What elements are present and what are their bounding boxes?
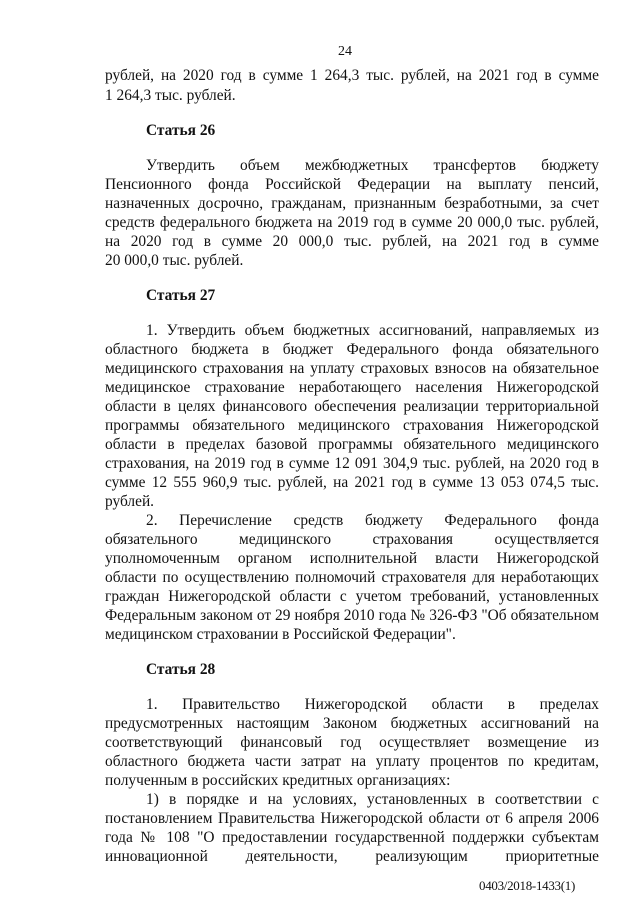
page-number: 24 xyxy=(338,44,352,59)
text-line: инновационной деятельности, реализующим приоритетные xyxy=(105,848,599,865)
text-line: 1) в порядке и на условиях, установленных в соответствии с xyxy=(146,791,599,808)
document-code: 0403/2018-1433(1) xyxy=(479,878,575,893)
text-line: полученным в российских кредитных организациях: xyxy=(105,772,451,789)
article-27-heading: Статья 27 xyxy=(146,287,216,304)
text-line: граждан Нижегородской области с учетом требований, установленных xyxy=(105,588,599,605)
text-line: рублей, на 2020 год в сумме 1 264,3 тыс. рублей, на 2021 год в сумме xyxy=(105,67,599,84)
text-line: области по осуществлению полномочий страхователя для неработающих xyxy=(105,569,599,586)
text-line: медицинском страховании в Российской Федерации". xyxy=(105,626,456,643)
text-line: 20 000,0 тыс. рублей. xyxy=(105,252,244,269)
text-line: средств федерального бюджета на 2019 год в сумме 20 000,0 тыс. рублей, xyxy=(105,214,599,231)
text-line: Федеральным законом от 29 ноября 2010 года № 326-ФЗ "Об обязательном xyxy=(105,607,599,624)
text-line: областного бюджета в бюджет Федерального фонда обязательного xyxy=(105,341,599,358)
text-line: медицинское страхование неработающего населения Нижегородской xyxy=(105,379,599,396)
text-line: 2. Перечисление средств бюджету Федерального фонда xyxy=(146,512,599,529)
text-line: сумме 12 555 960,9 тыс. рублей, на 2021 год в сумме 13 053 074,5 тыс. xyxy=(105,474,599,491)
text-line: 1. Утвердить объем бюджетных ассигнований, направляемых из xyxy=(146,322,599,339)
text-line: программы обязательного медицинского страхования Нижегородской xyxy=(105,417,599,434)
article-26-heading: Статья 26 xyxy=(146,122,216,139)
text-line: страхования, на 2019 год в сумме 12 091 304,9 тыс. рублей, на 2020 год в xyxy=(105,455,599,472)
text-line: области в целях финансового обеспечения реализации территориальной xyxy=(105,398,599,415)
text-line: на 2020 год в сумме 20 000,0 тыс. рублей, на 2021 год в сумме xyxy=(105,233,599,250)
text-line: уполномоченным органом исполнительной власти Нижегородской xyxy=(105,550,599,567)
text-line: Утвердить объем межбюджетных трансфертов бюджету xyxy=(146,157,599,174)
article-28-heading: Статья 28 xyxy=(146,661,216,678)
text-line: медицинского страхования на уплату страховых взносов на обязательное xyxy=(105,360,599,377)
text-line: области в пределах базовой программы обязательного медицинского xyxy=(105,436,599,453)
text-line: областного бюджета части затрат на уплату процентов по кредитам, xyxy=(105,753,599,770)
text-line: Пенсионного фонда Российской Федерации на выплату пенсий, xyxy=(105,176,599,193)
text-line: постановлением Правительства Нижегородской области от 6 апреля 2006 xyxy=(105,810,599,827)
text-line: рублей. xyxy=(105,493,155,510)
text-line: года № 108 "О предоставлении государственной поддержки субъектам xyxy=(105,829,599,846)
text-line: 1. Правительство Нижегородской области в пределах xyxy=(146,696,599,713)
text-line: обязательного медицинского страхования осуществляется xyxy=(105,531,599,548)
text-line: 1 264,3 тыс. рублей. xyxy=(105,87,236,104)
text-line: предусмотренных настоящим Законом бюджетных ассигнований на xyxy=(105,715,599,732)
text-line: соответствующий финансовый год осуществляет возмещение из xyxy=(105,734,599,751)
text-line: назначенных досрочно, гражданам, признанным безработными, за счет xyxy=(105,195,599,212)
